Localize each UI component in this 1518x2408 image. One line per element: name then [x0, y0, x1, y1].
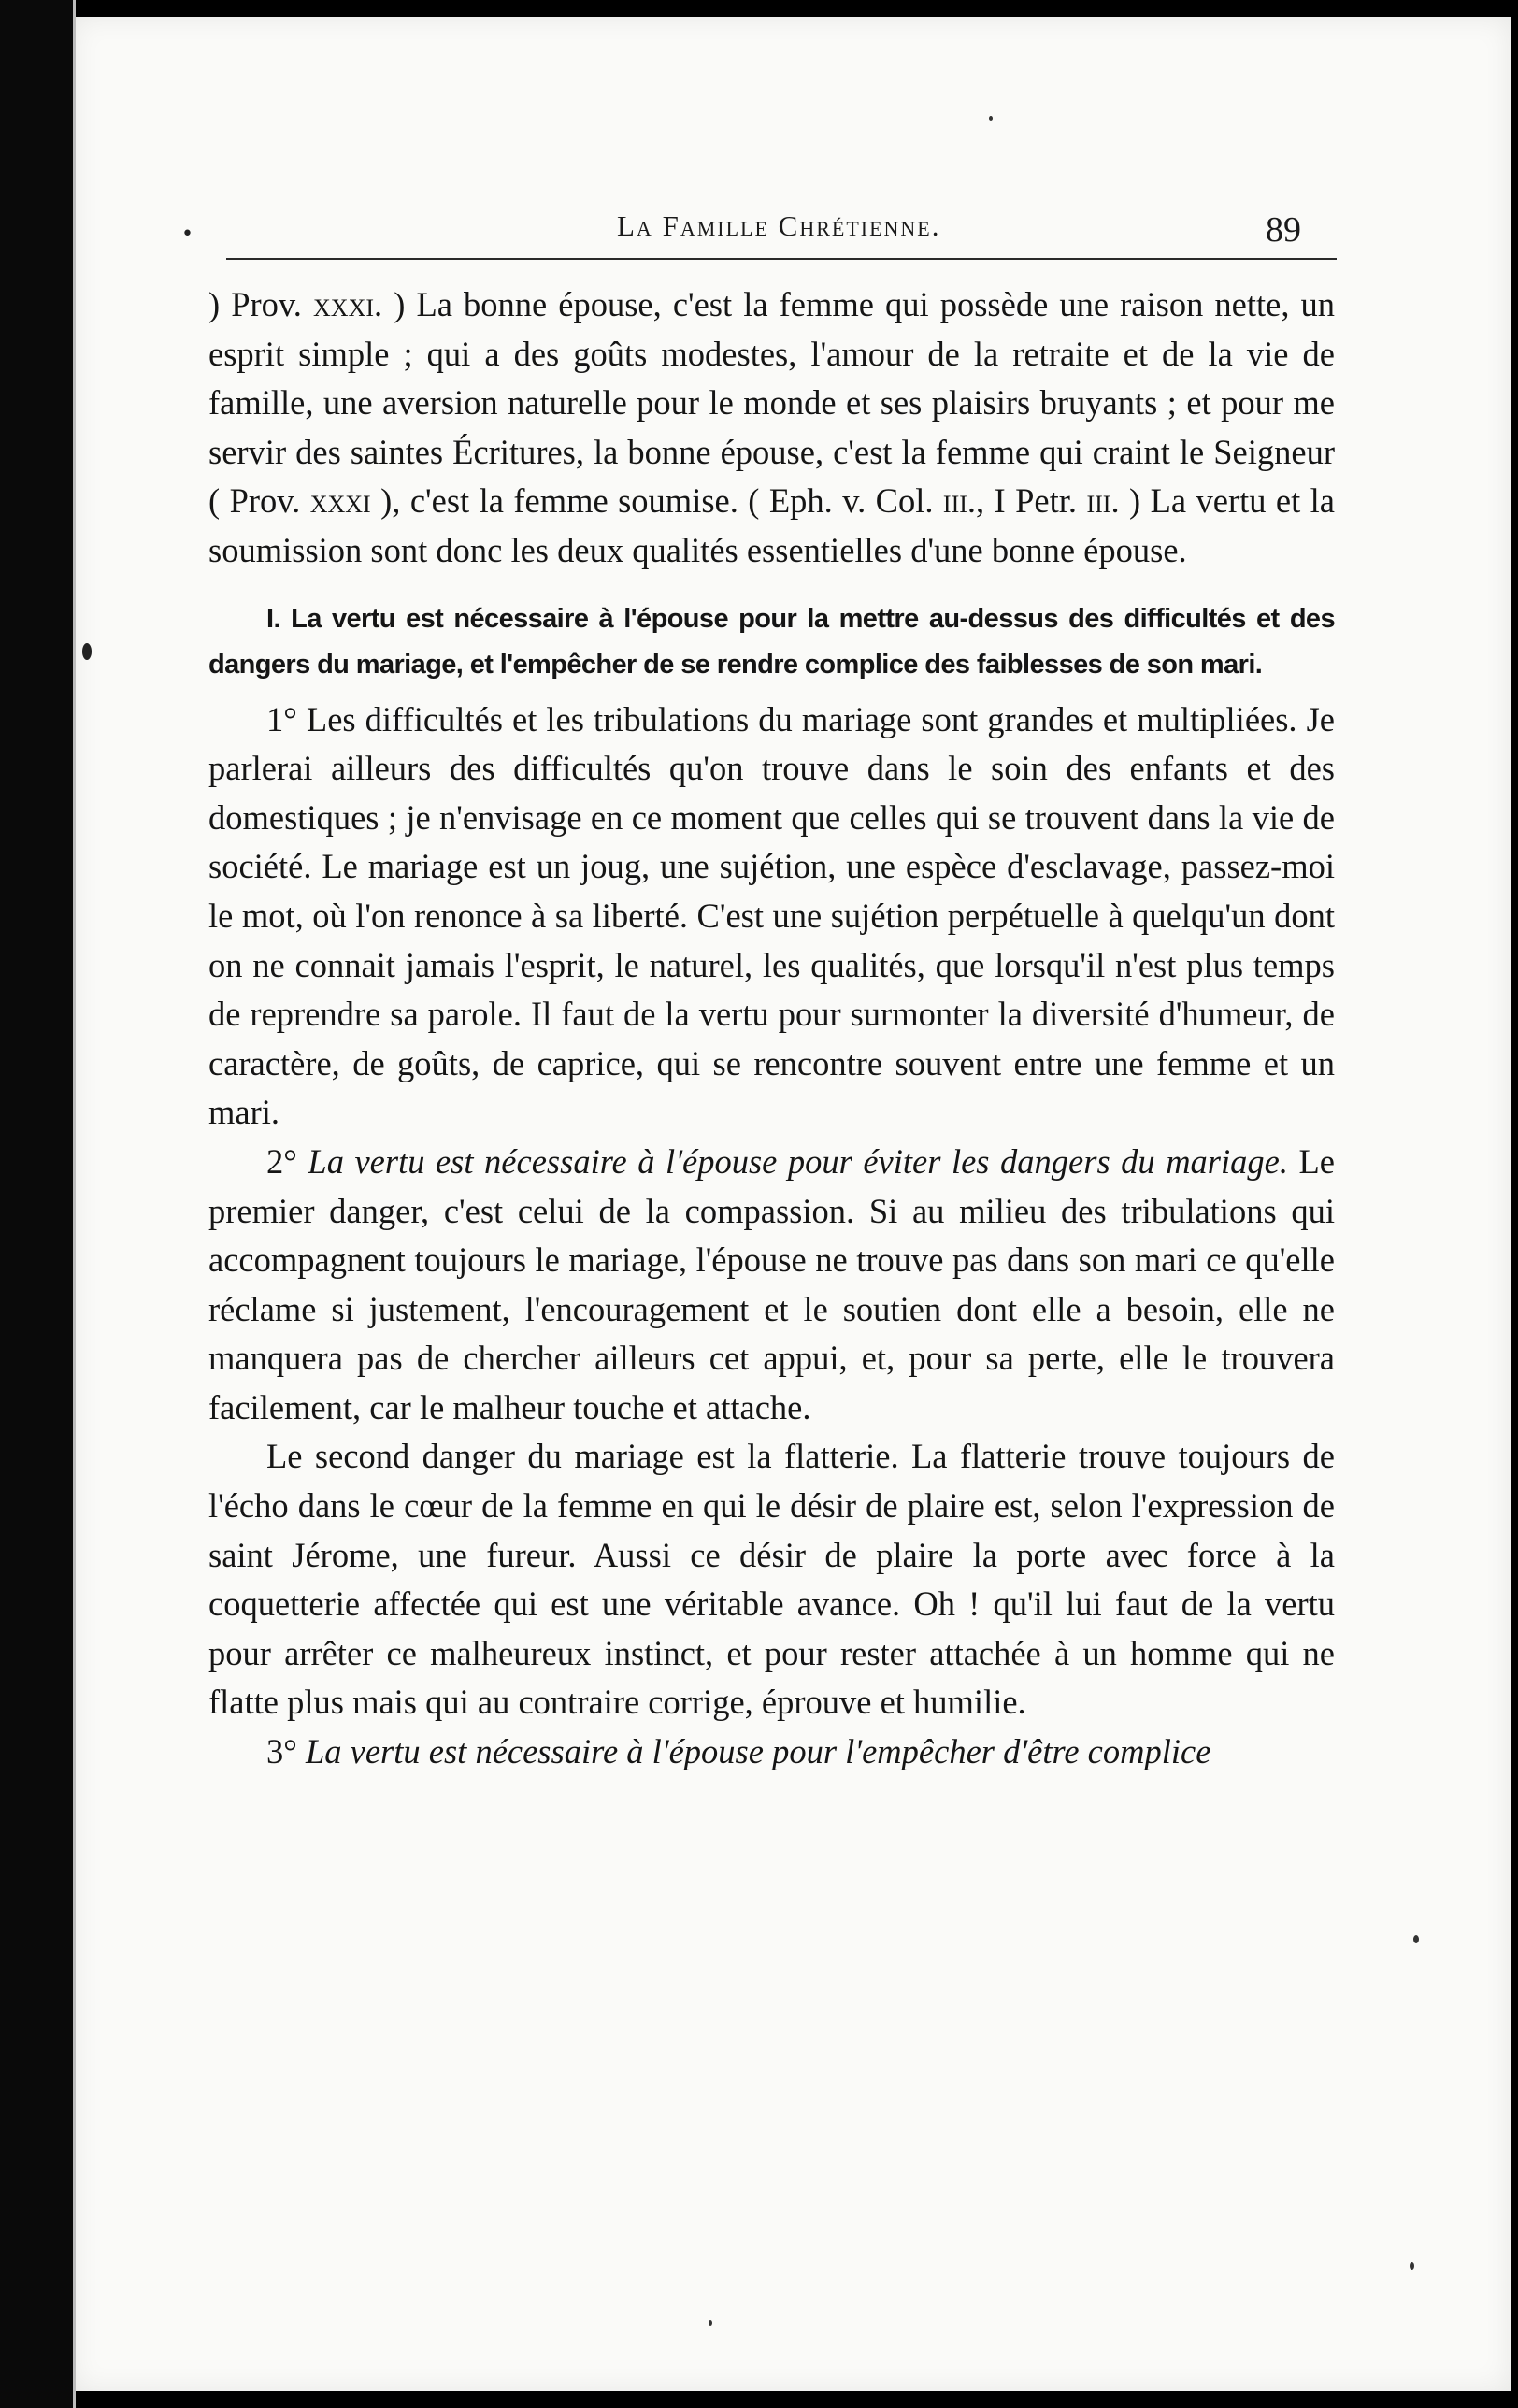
body-text [208, 280, 1335, 1777]
margin-ink-mark [82, 643, 92, 660]
ink-speck [989, 116, 993, 121]
paragraph-2 [208, 695, 1335, 1138]
header-bullet: • [181, 222, 193, 246]
paragraph-3 [208, 1138, 1335, 1433]
text-run: ) La vertu et la soumission sont donc les deux qualités essentielles d'une bonne épouse. [208, 481, 1336, 569]
text-run: Les difficultés et les tribulations du mariage sont grandes et multipliées. Je parlerai ailleurs des difficultés qu'on trouve dans le soin des enfants et des domestiques ; je n'envisage en ce moment que celles qui se trouvent dans la vie de société. Le mariage est un joug, une sujétion, une espèce d'esclavage, passez-moi le mot, où l'on renonce à sa liberté. C'est une sujétion perpétuelle à quelqu'un dont on ne connait jamais l'esprit, le naturel, les qualités, que lorsqu'il n'est plus temps de reprendre sa parole. Il faut de la vertu pour surmonter la diversité d'humeur, de caractère, de goûts, de caprice, qui se rencontre souvent entre une femme et un mari. [208, 699, 1335, 1132]
text-run: ) Prov. [208, 285, 302, 323]
text-run: xxxi [309, 481, 371, 521]
paragraph-number: 3° [266, 1732, 297, 1771]
text-run: ), c'est la femme soumise. ( Eph. v. Col. [380, 481, 934, 521]
page-edge-line [73, 0, 76, 2408]
ink-speck [709, 2320, 712, 2326]
text-run: iii. [942, 481, 977, 521]
text-run: xxxi. [313, 285, 383, 323]
text-run: iii. [1086, 481, 1120, 521]
paragraph-4: Le second danger du mariage est la flatterie. La flatterie trouve toujours de l'écho dans le cœur de la femme en qui le désir de plaire est, selon l'expression de saint Jérome, une fureur. Aussi ce désir de plaire la porte avec force à la coquetterie affectée qui est une véritable avance. Oh ! qu'il lui faut de la vertu pour arrêter ce malheureux instinct, et pour rester attachée à un homme qui ne flatte plus mais qui au contraire corrige, éprouve et humilie. [208, 1437, 1335, 1722]
page-header [226, 200, 1337, 256]
italic-run: La vertu est nécessaire à l'épouse pour l'empêcher d'être complice [305, 1732, 1211, 1771]
italic-run: La vertu est nécessaire à l'épouse pour éviter les dangers du mariage. [308, 1141, 1288, 1181]
header-rule [226, 258, 1337, 260]
running-head: La Famille Chrétienne. [617, 209, 941, 242]
scan-left-border [0, 0, 73, 2408]
page-number: 89 [1266, 210, 1301, 250]
text-run: , I Petr. [976, 481, 1078, 521]
paragraph-number: 2° [266, 1141, 297, 1181]
ink-speck [1410, 2262, 1414, 2270]
paragraph-number: 1° [266, 699, 297, 738]
paragraph-1 [208, 280, 1335, 576]
section-heading: I. La vertu est nécessaire à l'épouse pour la mettre au-dessus des difficultés et des dangers du mariage, et l'empêcher de se rendre complice des faiblesses de son mari. [208, 603, 1335, 680]
paragraph-5 [208, 1727, 1335, 1777]
ink-speck [1413, 1935, 1419, 1943]
text-run: ) La bonne épouse, c'est la femme qui possède une raison nette, un esprit simple ; qui a des goûts modestes, l'amour de la retraite et de la vie de famille, une aversion naturelle pour le monde et ses plaisirs bruyants ; et pour me servir des saintes Écritures, la bonne épouse, c'est la femme qui craint le Seigneur ( Prov. [208, 285, 1336, 521]
text-run: Le premier danger, c'est celui de la compassion. Si au milieu des tribulations qui accompagnent toujours le mariage, l'épouse ne trouve pas dans son mari ce qu'elle réclame si justement, l'encouragement et le soutien dont elle a besoin, elle ne manquera pas de chercher ailleurs cet appui, et, pour sa perte, elle le trouvera facilement, car le malheur touche et attache. [208, 1141, 1336, 1426]
